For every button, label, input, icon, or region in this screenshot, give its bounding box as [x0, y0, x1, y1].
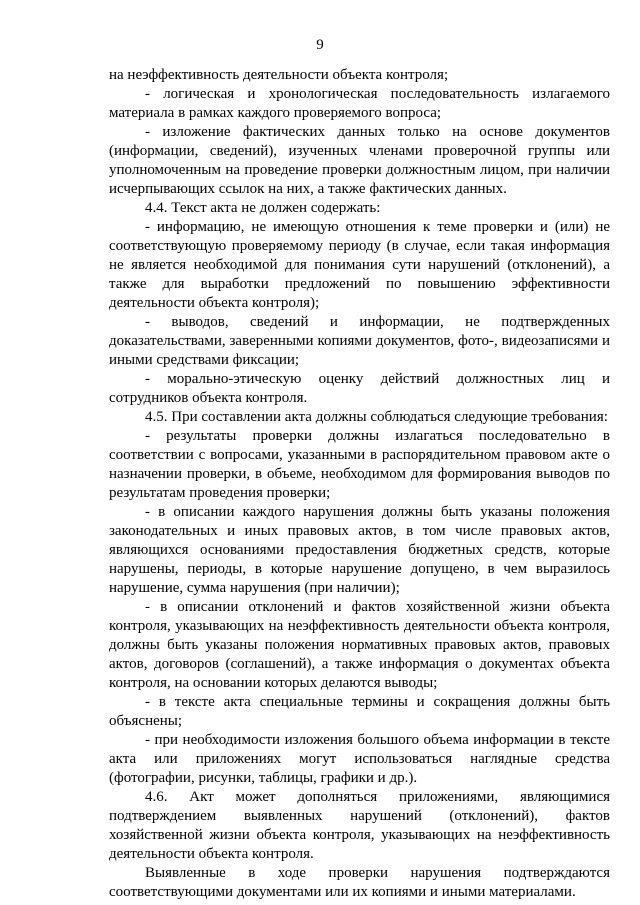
list-item-results-sequence: - результаты проверки должны излагаться последовательно в соответствии с вопросами, указанными в распорядительном правовом акте о назначении проверки, в объеме, необходимом для формирования выводов по результатам проведения проверки; — [109, 428, 610, 501]
list-item-unconfirmed-conclusions: - выводов, сведений и информации, не подтвержденных доказательствами, заверенными копиями документов, фото-, видеозаписями и иными средствами фиксации; — [109, 314, 610, 368]
section-heading-4-4: 4.4. Текст акта не должен содержать: — [145, 200, 381, 216]
document-body — [109, 66, 610, 902]
list-item-deviation-description: - в описании отклонений и фактов хозяйственной жизни объекта контроля, указывающих на неэффективность деятельности объекта контроля, должны быть указаны положения нормативных правовых актов, правовых актов, договоров (соглашений), а также информация о документах объекта контроля, на основании которых делаются выводы; — [109, 599, 610, 691]
paragraph-violations-confirmed: Выявленные в ходе проверки нарушения подтверждаются соответствующими документами или их копиями и иными материалами. — [109, 865, 610, 900]
list-item-factual-data: - изложение фактических данных только на основе документов (информации, сведений), изученных членами проверочной группы или уполномоченным на проведение проверки должностным лицом, при наличии исчерпывающих ссылок на них, а также фактических данных. — [109, 124, 610, 197]
list-item-logical-sequence: - логическая и хронологическая последовательность излагаемого материала в рамках каждого проверяемого вопроса; — [109, 86, 610, 121]
list-item-special-terms: - в тексте акта специальные термины и сокращения должны быть объяснены; — [109, 694, 610, 729]
page-number: 9 — [316, 37, 324, 53]
list-item-moral-assessment: - морально-этическую оценку действий должностных лиц и сотрудников объекта контроля. — [109, 371, 610, 406]
list-item-irrelevant-info: - информацию, не имеющую отношения к теме проверки и (или) не соответствующую проверяемому периоду (в случае, если такая информация не является необходимой для понимания сути нарушений (отклонений), а также для выработки предложений по повышению эффективности деятельности объекта контроля); — [109, 219, 610, 311]
section-heading-4-5: 4.5. При составлении акта должны соблюдаться следующие требования: — [145, 409, 608, 425]
section-paragraph-4-6: 4.6. Акт может дополняться приложениями, являющимися подтверждением выявленных нарушений (отклонений), фактов хозяйственной жизни объекта контроля, указывающих на неэффективность деятельности объекта контроля. — [109, 789, 610, 862]
list-item-visual-aids: - при необходимости изложения большого объема информации в тексте акта или приложениях могут использоваться наглядные средства (фотографии, рисунки, таблицы, графики и др.). — [109, 732, 610, 786]
paragraph-continuation: на неэффективность деятельности объекта контроля; — [109, 67, 449, 83]
list-item-violation-description: - в описании каждого нарушения должны быть указаны положения законодательных и иных правовых актов, в том числе правовых актов, являющихся основаниями предоставления бюджетных средств, которые нарушены, периоды, в которые нарушение допущено, в чем выразилось нарушение, сумма нарушения (при наличии); — [109, 504, 610, 596]
